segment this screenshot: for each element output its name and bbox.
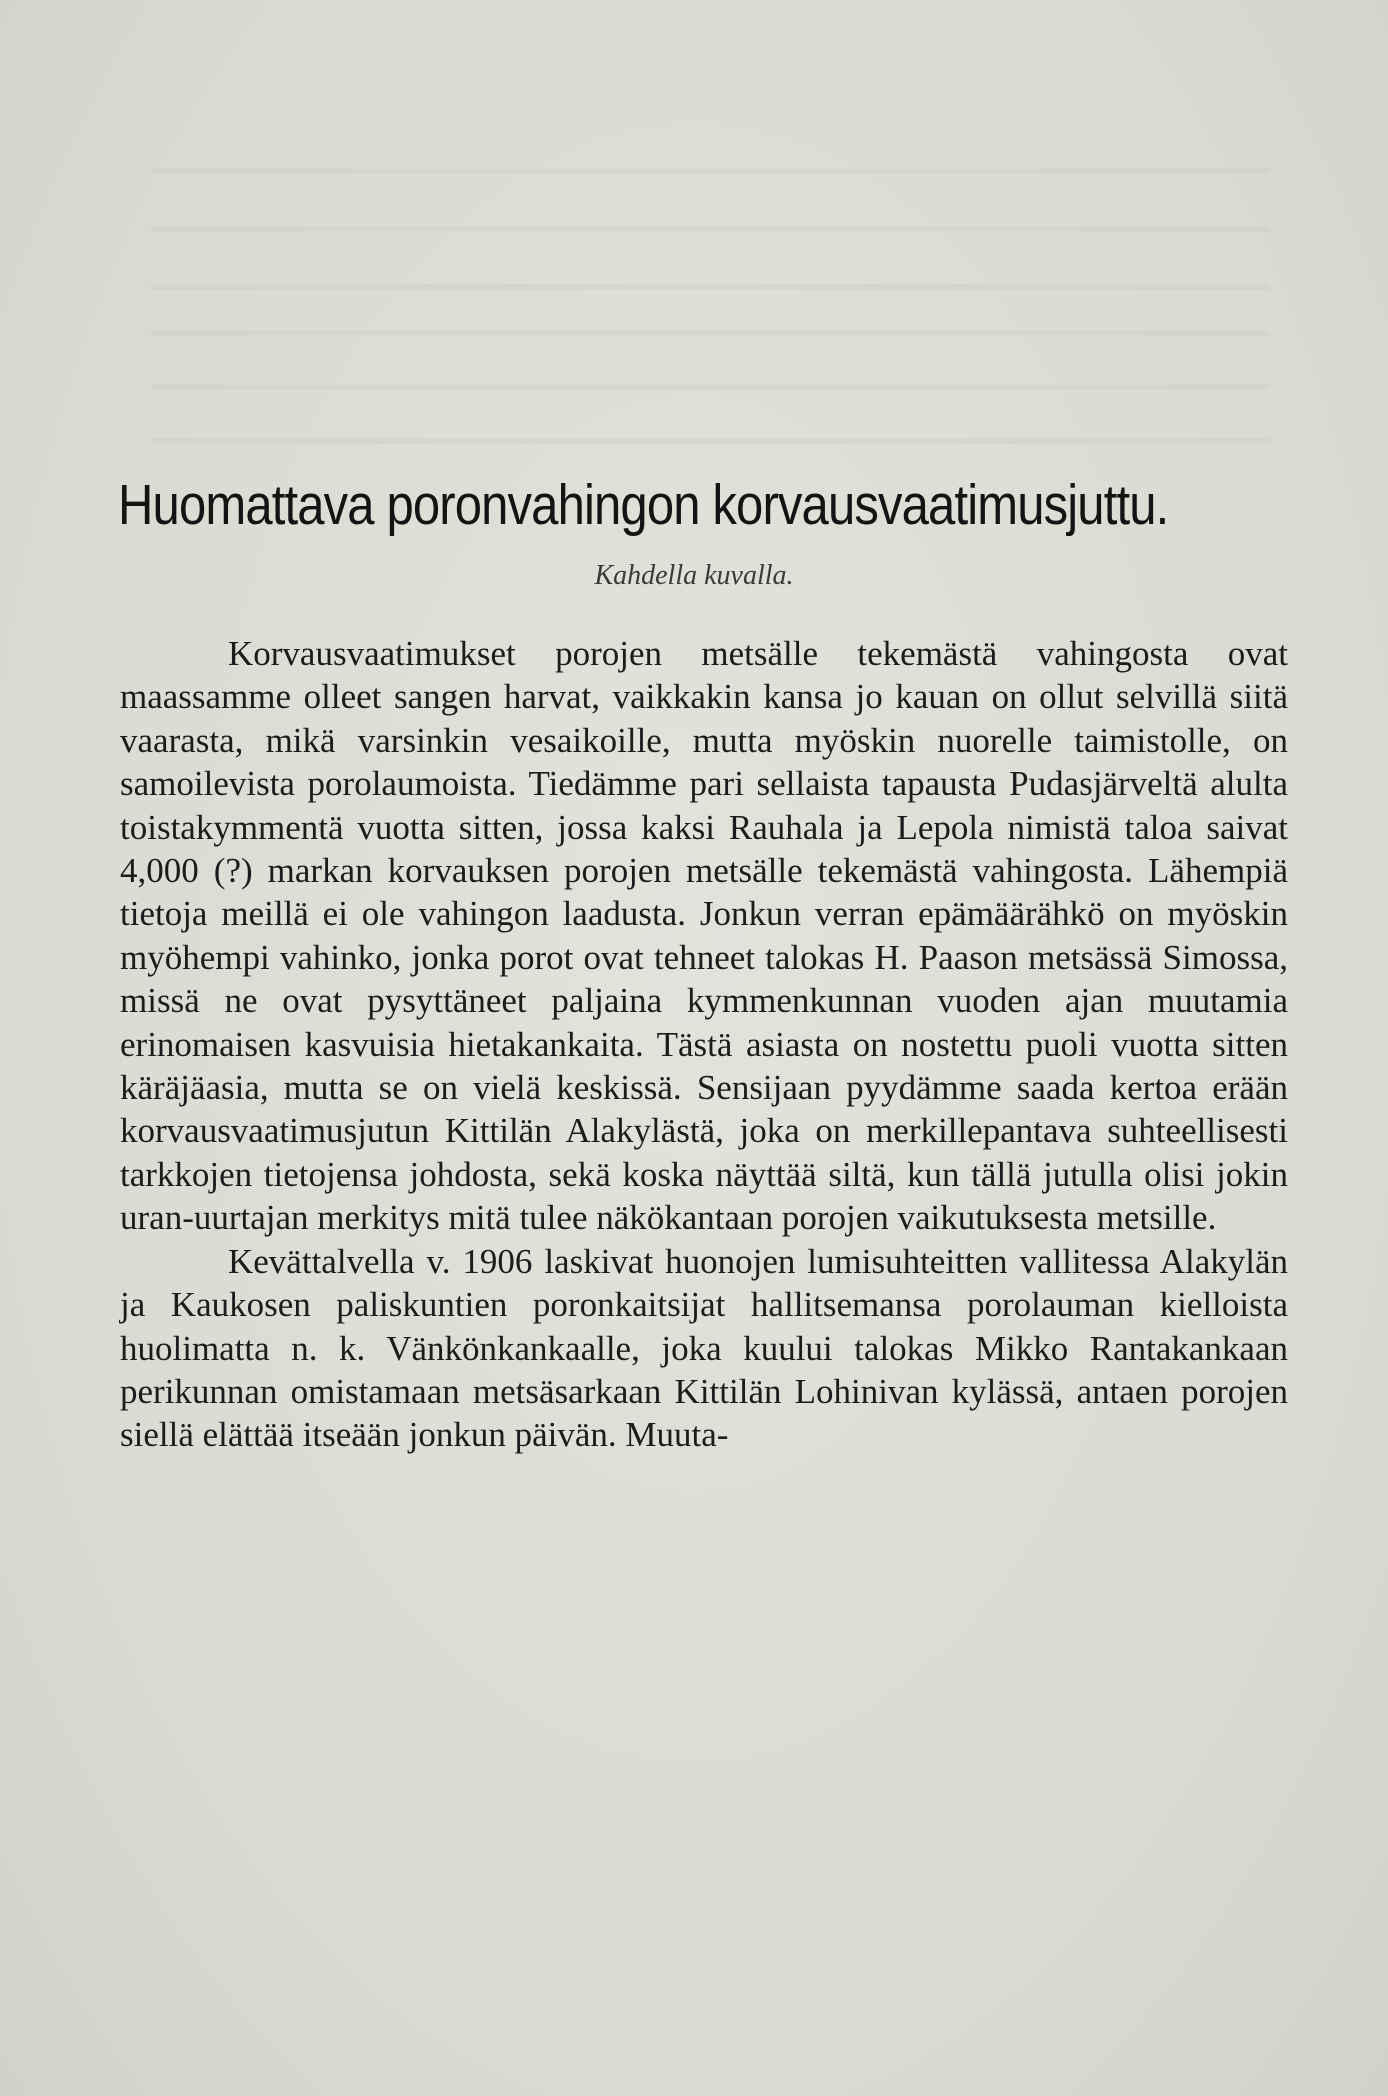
- paragraph: Korvausvaatimukset porojen metsälle tekemästä vahingosta ovat maassamme olleet sangen harvat, vaikkakin kansa jo kauan on ollut selvillä siitä vaarasta, mikä varsinkin vesaikoille, mutta myöskin nuorelle taimistolle, on samoilevista porolaumoista. Tiedämme pari sellaista tapausta Pudasjärveltä alulta toistakymmentä vuotta sitten, jossa kaksi Rauhala ja Lepola nimistä taloa saivat 4,000 (?) markan korvauksen porojen metsälle tekemästä vahingosta. Lähempiä tietoja meillä ei ole vahingon laadusta. Jonkun verran epämäärähkö on myöskin myöhempi vahinko, jonka porot ovat tehneet talokas H. Paason metsässä Simossa, missä ne ovat pysyttäneet paljaina kymmenkunnan vuoden ajan muutamia erinomaisen kasvuisia hietakankaita. Tästä asiasta on nostettu puoli vuotta sitten käräjäasia, mutta se on vielä keskissä. Sensijaan pyydämme saada kertoa erään korvausvaatimusjutun Kittilän Alakylästä, joka on merkillepantava suhteellisesti tarkkojen tietojensa johdosta, sekä koska näyttää siltä, kun tällä jutulla olisi jokin uran-uurtajan merkitys mitä tulee näkökantaan porojen vaikutuksesta metsille.: [120, 634, 1288, 1238]
- paragraph: Kevättalvella v. 1906 laskivat huonojen lumisuhteitten vallitessa Alakylän ja Kaukosen paliskuntien poronkaitsijat hallitsemansa porolauman kielloista huolimatta n. k. Vänkönkankaalle, joka kuului talokas Mikko Rantakankaan perikunnan omistamaan metsäsarkaan Kittilän Lohinivan kylässä, antaen porojen siellä elättää itseään jonkun päivän. Muuta-: [120, 1241, 1288, 1455]
- bleed-through-line: [150, 168, 1270, 174]
- bleed-through-line: [150, 330, 1270, 336]
- bleed-through-line: [150, 438, 1270, 444]
- bleed-through-line: [150, 384, 1270, 390]
- bleed-through-line: [150, 226, 1270, 232]
- article-subtitle: Kahdella kuvalla.: [594, 560, 794, 591]
- bleed-through-line: [150, 284, 1270, 290]
- article-title: Huomattava poronvahingon korvausvaatimusjuttu.: [118, 473, 1169, 537]
- article-body: [120, 632, 1288, 1457]
